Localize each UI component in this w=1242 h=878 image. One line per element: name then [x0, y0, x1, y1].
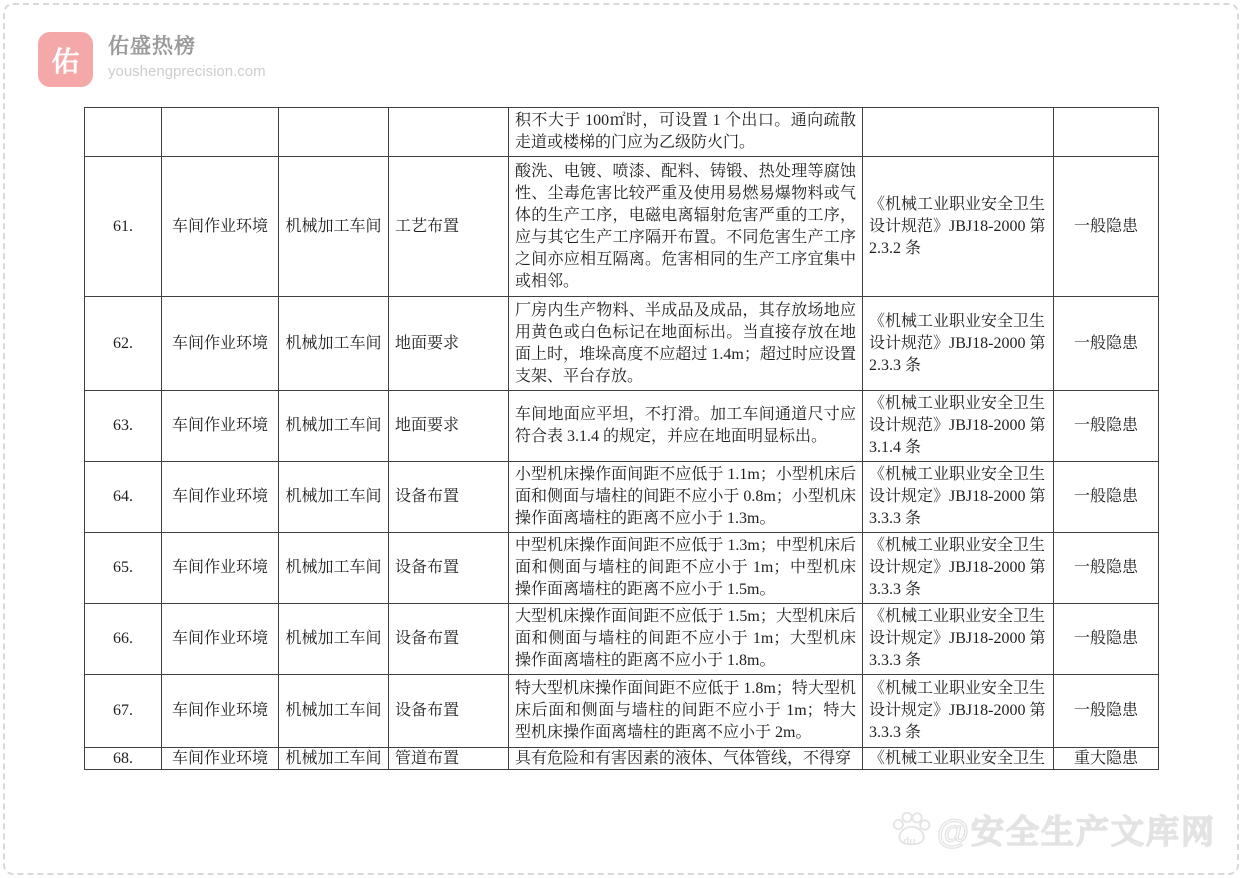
table-row	[85, 108, 1159, 157]
cell-category: 管道布置	[389, 748, 509, 770]
cell-hazard: 一般隐患	[1054, 604, 1159, 675]
cell-no: 65.	[85, 533, 162, 604]
cell-reference: 《机械工业职业安全卫生设计规定》JBJ18-2000 第 3.3.3 条	[863, 604, 1054, 675]
cell-workshop: 机械加工车间	[279, 462, 389, 533]
cell-description: 酸洗、电镀、喷漆、配料、铸锻、热处理等腐蚀性、尘毒危害比较严重及使用易燃易爆物料或气体的生产工序，电磁电离辐射危害严重的工序，应与其它生产工序隔开布置。不同危害生产工序之间亦应相互隔离。危害相同的生产工序宜集中或相邻。	[509, 157, 863, 297]
inspection-table	[84, 107, 1159, 770]
cell-category: 地面要求	[389, 391, 509, 462]
cell-description: 积不大于 100㎡时，可设置 1 个出口。通向疏散走道或楼梯的门应为乙级防火门。	[509, 108, 863, 157]
cell-description: 特大型机床操作面间距不应低于 1.8m；特大型机床后面和侧面与墙柱的间距不应小于 1m；特大型机床操作面离墙柱的距离不应小于 2m。	[509, 675, 863, 748]
cell-description: 厂房内生产物料、半成品及成品，其存放场地应用黄色或白色标记在地面标出。当直接存放在地面上时，堆垛高度不应超过 1.4m；超过时应设置支架、平台存放。	[509, 297, 863, 391]
cell-description: 中型机床操作面间距不应低于 1.3m；中型机床后面和侧面与墙柱的间距不应小于 1m；中型机床操作面离墙柱的距离不应小于 1.5m。	[509, 533, 863, 604]
cell-description: 大型机床操作面间距不应低于 1.5m；大型机床后面和侧面与墙柱的间距不应小于 1m；大型机床操作面离墙柱的距离不应小于 1.8m。	[509, 604, 863, 675]
cell-area: 车间作业环境	[162, 604, 279, 675]
table-row	[85, 462, 1159, 533]
cell-category: 设备布置	[389, 533, 509, 604]
cell-no: 61.	[85, 157, 162, 297]
cell-category: 地面要求	[389, 297, 509, 391]
cell-reference: 《机械工业职业安全卫生设计规定》JBJ18-2000 第 3.3.3 条	[863, 533, 1054, 604]
cell-area	[162, 108, 279, 157]
watermark	[889, 806, 1216, 853]
table-row	[85, 391, 1159, 462]
cell-description: 具有危险和有害因素的液体、气体管线，不得穿	[509, 748, 863, 770]
brand-logo-icon: 佑	[38, 32, 93, 87]
cell-area: 车间作业环境	[162, 157, 279, 297]
cell-area: 车间作业环境	[162, 462, 279, 533]
cell-hazard: 重大隐患	[1054, 748, 1159, 770]
cell-category: 设备布置	[389, 675, 509, 748]
cell-reference: 《机械工业职业安全卫生设计规范》JBJ18-2000 第 2.3.3 条	[863, 297, 1054, 391]
cell-reference: 《机械工业职业安全卫生设计规范》JBJ18-2000 第 3.1.4 条	[863, 391, 1054, 462]
cell-hazard: 一般隐患	[1054, 297, 1159, 391]
brand-title: 佑盛热榜	[108, 35, 196, 58]
cell-no: 64.	[85, 462, 162, 533]
cell-workshop: 机械加工车间	[279, 675, 389, 748]
table-row	[85, 748, 1159, 770]
cell-workshop: 机械加工车间	[279, 604, 389, 675]
cell-reference: 《机械工业职业安全卫生设计规定》JBJ18-2000 第 3.3.3 条	[863, 462, 1054, 533]
table-row	[85, 157, 1159, 297]
cell-area: 车间作业环境	[162, 297, 279, 391]
table-row	[85, 297, 1159, 391]
cell-area: 车间作业环境	[162, 533, 279, 604]
cell-no: 63.	[85, 391, 162, 462]
cell-no: 67.	[85, 675, 162, 748]
cell-hazard	[1054, 108, 1159, 157]
cell-hazard: 一般隐患	[1054, 157, 1159, 297]
cell-reference: 《机械工业职业安全卫生设计规定》JBJ18-2000 第 3.3.3 条	[863, 675, 1054, 748]
cell-hazard: 一般隐患	[1054, 675, 1159, 748]
cell-category: 工艺布置	[389, 157, 509, 297]
table-row	[85, 675, 1159, 748]
table-row	[85, 604, 1159, 675]
svg-text:du: du	[903, 835, 916, 847]
brand-text-block	[108, 32, 266, 80]
cell-area: 车间作业环境	[162, 675, 279, 748]
brand-header	[38, 32, 266, 87]
cell-category: 设备布置	[389, 604, 509, 675]
cell-category: 设备布置	[389, 462, 509, 533]
table-row	[85, 533, 1159, 604]
cell-reference	[863, 108, 1054, 157]
cell-description: 车间地面应平坦，不打滑。加工车间通道尺寸应符合表 3.1.4 的规定，并应在地面明显标出。	[509, 391, 863, 462]
cell-area: 车间作业环境	[162, 391, 279, 462]
cell-workshop: 机械加工车间	[279, 391, 389, 462]
cell-hazard: 一般隐患	[1054, 391, 1159, 462]
cell-reference: 《机械工业职业安全卫生	[863, 748, 1054, 770]
cell-reference: 《机械工业职业安全卫生设计规范》JBJ18-2000 第 2.3.2 条	[863, 157, 1054, 297]
cell-no: 62.	[85, 297, 162, 391]
cell-workshop: 机械加工车间	[279, 297, 389, 391]
cell-workshop: 机械加工车间	[279, 157, 389, 297]
cell-category	[389, 108, 509, 157]
cell-workshop	[279, 108, 389, 157]
brand-subtitle: youshengprecision.com	[108, 63, 266, 80]
cell-no	[85, 108, 162, 157]
cell-area: 车间作业环境	[162, 748, 279, 770]
cell-workshop: 机械加工车间	[279, 533, 389, 604]
cell-hazard: 一般隐患	[1054, 462, 1159, 533]
cell-workshop: 机械加工车间	[279, 748, 389, 770]
watermark-text: @安全生产文库网	[936, 813, 1216, 850]
baidu-paw-icon	[889, 808, 933, 852]
cell-no: 68.	[85, 748, 162, 770]
cell-description: 小型机床操作面间距不应低于 1.1m；小型机床后面和侧面与墙柱的间距不应小于 0.8m；小型机床操作面离墙柱的距离不应小于 1.3m。	[509, 462, 863, 533]
cell-no: 66.	[85, 604, 162, 675]
inspection-table-body	[85, 108, 1159, 770]
cell-hazard: 一般隐患	[1054, 533, 1159, 604]
